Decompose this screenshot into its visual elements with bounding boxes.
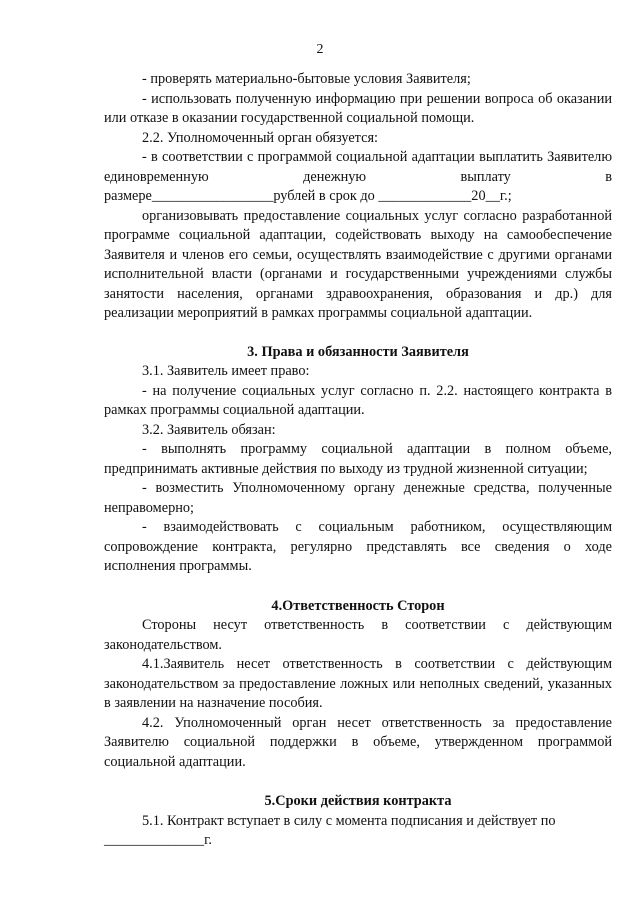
clause-line-amount: размере_________________рублей в срок до _____________20__г.; [104,188,512,204]
clause-line: организовывать предоставление социальных услуг согласно разработанной программе социальной адаптации, содействовать выходу на самообеспечение Заявителя и членов его семьи, осуществлять взаимодействие с другими органами исполнительной власти (органами и государственными учреждениями службы занятости населения, органами здравоохранения, образования и др.) для реализации мероприятий в рамках программы социальной адаптации. [104,207,612,321]
document-body [104,70,612,851]
clause-line: - проверять материально-бытовые условия Заявителя; [142,71,471,87]
clause-line: - взаимодействовать с социальным работником, осуществляющим сопровождение контракта, регулярно представлять все сведения о ходе исполнения программы. [104,519,612,574]
page-number: 2 [316,42,324,57]
clause-line-date: ______________г. [104,832,212,848]
clause-line: - использовать полученную информацию при решении вопроса об оказании или отказе в оказании государственной социальной помощи. [104,90,612,126]
clause-3-1: 3.1. Заявитель имеет право: [142,363,310,379]
clause-line: Стороны несут ответственность в соответствии с действующим законодательством. [104,617,612,653]
clause-5-1: 5.1. Контракт вступает в силу с момента подписания и действует по [142,812,556,829]
clause-2-2: 2.2. Уполномоченный орган обязуется: [142,129,378,146]
clause-line: - выполнять программу социальной адаптации в полном объеме, предпринимать активные действия по выходу из трудной жизненной ситуации; [104,441,612,477]
clause-4-1: 4.1.Заявитель несет ответственность в соответствии с действующим законодательством за предоставление ложных или неполных сведений, указанных в заявлении на назначение пособия. [104,656,612,711]
section-heading-3: 3. Права и обязанности Заявителя [247,343,469,360]
clause-line: - возместить Уполномоченному органу денежные средства, полученные неправомерно; [104,480,612,516]
section-heading-4: 4.Ответственность Сторон [271,597,445,614]
clause-4-2: 4.2. Уполномоченный орган несет ответственность за предоставление Заявителю социальной поддержки в объеме, утвержденном программой социальной адаптации. [104,714,612,770]
section-heading-5: 5.Сроки действия контракта [264,793,452,809]
clause-3-2: 3.2. Заявитель обязан: [142,421,276,438]
clause-line: - в соответствии с программой социальной адаптации выплатить Заявителю единовременную денежную выплату в [104,149,612,185]
clause-line: - на получение социальных услуг согласно п. 2.2. настоящего контракта в рамках программы социальной адаптации. [104,382,612,418]
